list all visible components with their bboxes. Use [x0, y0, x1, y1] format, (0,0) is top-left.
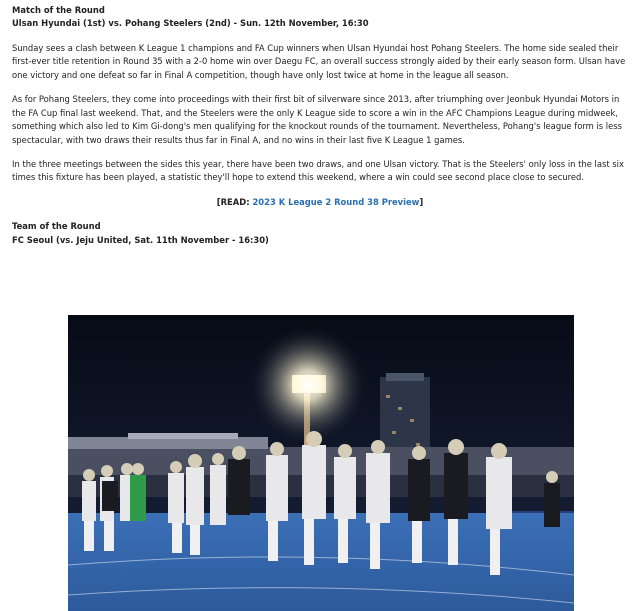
paragraph-2: As for Pohang Steelers, they come into proceedings with their first bit of silverware since 2013, after triumphing over Jeonbuk Hyundai Motors in the FA Cup final last weekend. That, and the Steelers were the only K League side to score a win in the AFC Champions League during midweek, something which also led to Kim Gi-dong's men qualifying for the knockout rounds of the tournament. Nevertheless, Pohang's league form is less spectacular, with two draws their results thus far in Final A, and no wins in their last five K League 1 games. — [12, 94, 622, 145]
match-fixture-heading: Ulsan Hyundai (1st) vs. Pohang Steelers (2nd) - Sun. 12th November, 16:30 — [12, 18, 369, 29]
match-of-round-heading: Match of the Round — [12, 5, 105, 15]
read-more-line — [12, 196, 628, 209]
read-prefix: [READ: — [216, 196, 253, 207]
read-more-link[interactable]: 2023 K League 2 Round 38 Preview — [252, 196, 420, 207]
paragraph-1: Sunday sees a clash between K League 1 champions and FA Cup winners when Ulsan Hyundai host Pohang Steelers. The home side sealed their first-ever title retention in Round 35 with a 2-0 home win over Daegu FC, an overall success strongly aided by their early season form. Ulsan have one victory and one defeat so far in Final A competition, though have only lost twice at home in the league all season. — [12, 42, 626, 80]
team-of-round-heading: Team of the Round — [12, 221, 101, 232]
photo-illustration — [68, 315, 574, 611]
read-suffix: ] — [419, 196, 424, 207]
team-fixture-heading: FC Seoul (vs. Jeju United, Sat. 11th November - 16:30) — [12, 234, 269, 245]
paragraph-3: In the three meetings between the sides this year, there have been two draws, and one Ulsan victory. That is the Steelers' only loss in the last six times this fixture has been played, a statistic they'll hope to extend this weekend, where a win could see second place close to secured. — [12, 158, 624, 183]
team-celebration-photo — [68, 315, 574, 611]
